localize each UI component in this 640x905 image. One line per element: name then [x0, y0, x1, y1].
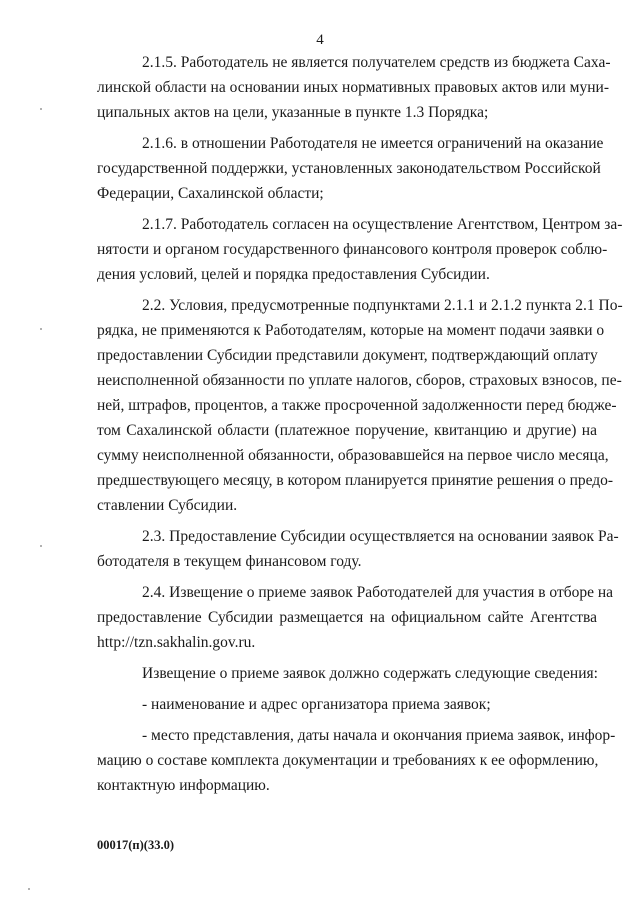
paragraph-line: 2.3. Предоставление Субсидии осуществляется на основании заявок Ра-	[142, 528, 619, 545]
paragraph-line: сумму неисполненной обязанности, образовавшейся на первое число месяца,	[97, 447, 609, 464]
paragraph-line: предоставлении Субсидии представили документ, подтверждающий оплату	[97, 347, 598, 364]
paragraph-line: нятости и органом государственного финансового контроля проверок соблю-	[97, 241, 608, 258]
paragraph	[97, 580, 614, 655]
scan-artifact	[40, 545, 42, 547]
paragraph	[97, 50, 611, 125]
paragraph-line: ставлении Субсидии.	[97, 497, 238, 514]
paragraph-line: линской области на основании иных нормативных правовых актов или муни-	[97, 79, 609, 96]
paragraph-line: Извещение о приеме заявок должно содержать следующие сведения:	[142, 665, 598, 682]
paragraph	[97, 723, 616, 798]
paragraph-line: 2.2. Условия, предусмотренные подпунктами 2.1.1 и 2.1.2 пункта 2.1 По-	[142, 297, 623, 314]
paragraph-line: контактную информацию.	[97, 777, 270, 794]
scan-artifact	[28, 888, 30, 890]
paragraph-line: государственной поддержки, установленных законодательством Российской	[97, 160, 601, 177]
paragraph-line: ней, штрафов, процентов, а также просроченной задолженности перед бюдже-	[97, 397, 617, 414]
paragraph-line: - наименование и адрес организатора приема заявок;	[142, 696, 491, 713]
paragraph-line: 2.1.6. в отношении Работодателя не имеется ограничений на оказание	[142, 135, 604, 152]
paragraph-line: Федерации, Сахалинской области;	[97, 185, 324, 202]
paragraph-line: предоставление Субсидии размещается на официальном сайте Агентства	[97, 609, 597, 626]
paragraph	[97, 524, 619, 574]
paragraph-line: мацию о составе комплекта документации и требованиях к ее оформлению,	[97, 752, 599, 769]
paragraph	[97, 692, 597, 717]
paragraph-line: 2.4. Извещение о приеме заявок Работодателей для участия в отборе на	[142, 584, 614, 601]
scan-artifact	[40, 108, 42, 110]
paragraph-line: - место представления, даты начала и окончания приема заявок, инфор-	[142, 727, 616, 744]
paragraph	[97, 212, 623, 287]
paragraph	[97, 131, 604, 206]
paragraph	[97, 293, 623, 518]
document-body	[97, 50, 623, 798]
paragraph-line: рядка, не применяются к Работодателям, которые на момент подачи заявки о	[97, 322, 605, 339]
paragraph	[97, 661, 597, 686]
paragraph-line: дения условий, целей и порядка предоставления Субсидии.	[97, 266, 490, 283]
paragraph-line: 2.1.7. Работодатель согласен на осуществление Агентством, Центром за-	[142, 216, 623, 233]
document-code: 00017(п)(33.0)	[97, 838, 174, 852]
scan-artifact	[40, 328, 42, 330]
paragraph-line: ботодателя в текущем финансовом году.	[97, 553, 362, 570]
page-number: 4	[316, 32, 324, 48]
paragraph-line: том Сахалинской области (платежное поручение, квитанцию и другие) на	[97, 422, 597, 439]
paragraph-line: 2.1.5. Работодатель не является получателем средств из бюджета Саха-	[142, 54, 611, 71]
paragraph-line: предшествующего месяцу, в котором планируется принятие решения о предо-	[97, 472, 614, 489]
paragraph-line: ципальных актов на цели, указанные в пункте 1.3 Порядка;	[97, 104, 489, 121]
paragraph-line: http://tzn.sakhalin.gov.ru.	[97, 634, 256, 651]
paragraph-line: неисполненной обязанности по уплате налогов, сборов, страховых взносов, пе-	[97, 372, 622, 389]
